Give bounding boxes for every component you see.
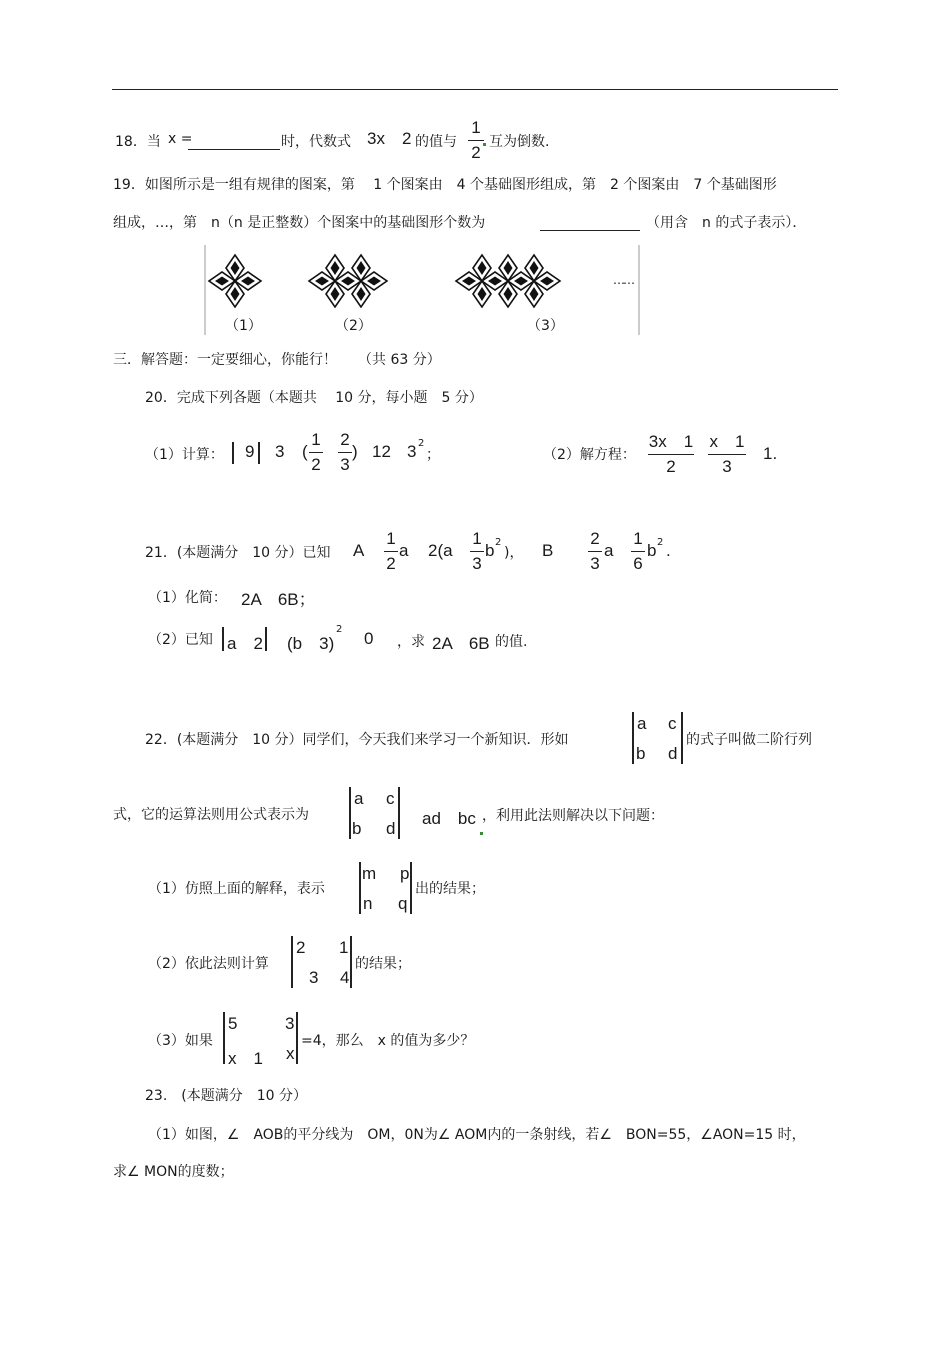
q21-close: )， — [504, 545, 524, 561]
q19-answer-blank — [540, 230, 640, 231]
top-rule — [112, 89, 838, 90]
frac-num: 2 — [340, 430, 350, 449]
q22-head: 22．(本题满分 10 分）同学们，今天我们来学习一个新知识．形如 — [145, 732, 569, 748]
q22-p2-11: 2 — [296, 938, 306, 957]
q22-p2-12: 1 — [339, 938, 349, 957]
q22-p3-end: =4，那么 x 的值为多少？ — [301, 1033, 475, 1049]
q22-p2-22: 4 — [340, 968, 350, 987]
q20-p1-frac-2 — [338, 430, 352, 475]
q20-p1-label: （1）计算： — [145, 447, 224, 463]
q18-fraction — [468, 118, 484, 163]
q20-p1-frac-1 — [309, 430, 323, 475]
q21-exp2: 2 — [495, 537, 502, 548]
pattern-label-3: （3） — [527, 318, 564, 334]
q22-rule-b: b — [352, 819, 362, 838]
q21-a1: a — [399, 541, 409, 560]
q21-p2-zero: 0 — [364, 629, 374, 648]
q21-a2: a — [604, 541, 614, 560]
q21-mid: 2(a — [428, 541, 453, 560]
q21-B: B — [542, 541, 554, 560]
q22-tail-1: 的式子叫做二阶行列 — [686, 732, 812, 748]
q19-line-2b: （用含 n 的式子表示）． — [646, 215, 807, 231]
pattern-2 — [309, 255, 387, 307]
q21-frac-b — [470, 529, 484, 574]
q20-p1-3: 3 — [275, 442, 285, 461]
frac-num: 1 — [311, 430, 321, 449]
q20-p1-3b: 3 — [407, 442, 417, 461]
q18-text-3: 互为倒数. — [489, 134, 550, 150]
frac-den: 2 — [666, 457, 676, 476]
q22-p1-n: n — [363, 894, 373, 913]
q20-p2-frac-1 — [648, 432, 694, 477]
q20-p2-label: （2）解方程： — [543, 447, 636, 463]
frac-num: 1 — [633, 529, 643, 548]
q18-answer-blank — [188, 149, 280, 150]
frac-den: 3 — [340, 455, 350, 474]
q22-p1-m: m — [362, 864, 377, 883]
q18-text-1: 时，代数式 — [281, 134, 351, 150]
frac-num: 3x 1 — [648, 432, 694, 451]
q21-p1-expr: 2A 6B； — [241, 590, 316, 609]
q21-p1-label: （1）化简： — [148, 590, 227, 606]
q22-p3-label: （3）如果 — [148, 1033, 213, 1049]
q22-p3-11: 5 — [228, 1014, 238, 1033]
frac-num: x 1 — [709, 432, 745, 451]
frac-num: 1 — [386, 529, 396, 548]
pattern-label-2: （2） — [335, 318, 372, 334]
q22-p1-p: p — [400, 864, 410, 883]
q21-p2-abs: a 2 — [227, 634, 263, 653]
q22-p3-22: x — [286, 1044, 295, 1063]
q19-line-2a: 组成，…，第 n（n 是正整数）个图案中的基础图形个数为 — [113, 215, 486, 231]
q18-number: 18．当 — [115, 134, 161, 150]
pattern-svg — [203, 245, 641, 335]
q22-p1-label: （1）仿照上面的解释，表示 — [148, 881, 325, 897]
pattern-1 — [209, 255, 261, 307]
q20-p1-9: 9 — [245, 442, 255, 461]
q22-p3-21: x 1 — [228, 1049, 263, 1068]
frac-num: 1 — [472, 529, 482, 548]
q21-frac-d — [631, 529, 645, 574]
q20-p1-rparen: ) — [352, 442, 358, 461]
frac-den: 6 — [633, 554, 643, 573]
q20-p1-end: ； — [426, 447, 440, 463]
q21-exp3: 2 — [657, 537, 664, 548]
q18-expr-b: 2 — [402, 129, 412, 148]
q22-line-2a: 式，它的运算法则用公式表示为 — [113, 807, 309, 823]
frac-den: 2 — [311, 455, 321, 474]
q23-head: 23. (本题满分 10 分） — [145, 1088, 307, 1104]
q19-pattern-figure — [203, 245, 641, 335]
frac-den: 3 — [722, 457, 732, 476]
frac-den: 3 — [590, 554, 600, 573]
q21-A: A — [353, 541, 365, 560]
q20-p2-end: 1. — [763, 444, 778, 463]
q22-p2-end: 的结果； — [355, 956, 411, 972]
frac-den: 2 — [386, 554, 396, 573]
q19-line-1: 19．如图所示是一组有规律的图案，第 1 个图案由 4 个基础图形组成，第 2 个图案由 7 个基础图形 — [113, 177, 777, 193]
frac-den: 3 — [472, 554, 482, 573]
pattern-label-1: （1） — [225, 318, 262, 334]
q18-frac-num: 1 — [471, 118, 481, 137]
q21-p2-exp: 2 — [336, 624, 343, 635]
q21-frac-c — [588, 529, 602, 574]
q18-x-eq: x = — [168, 131, 193, 147]
q21-b2: b — [485, 541, 495, 560]
q23-p1: （1）如图，∠ AOB的平分线为 OM，0N为∠ AOM内的一条射线，若∠ BON=55，∠AON=15 时， — [148, 1127, 806, 1143]
q23-p1b: 求∠ MON的度数； — [113, 1164, 234, 1180]
q22-p2-label: （2）依此法则计算 — [148, 956, 269, 972]
q22-rule-d: d — [386, 819, 396, 838]
q18-text-2: 的值与 — [415, 134, 457, 150]
q18-frac-den: 2 — [471, 143, 481, 162]
q22-p2-21: 3 — [309, 968, 319, 987]
q20-head: 20．完成下列各题（本题共 10 分，每小题 5 分） — [145, 390, 483, 406]
q22-p1-q: q — [398, 894, 408, 913]
frac-num: 2 — [590, 529, 600, 548]
q21-p2-label: （2）已知 — [148, 632, 213, 648]
q21-dot: . — [666, 541, 671, 560]
q20-p1-12: 12 — [372, 442, 391, 461]
q21-p2-end: 的值. — [495, 634, 528, 650]
q21-b3: b — [647, 541, 657, 560]
q21-head: 21．(本题满分 10 分）已知 — [145, 545, 331, 561]
q22-mat-c: c — [668, 714, 677, 733]
q22-p1-end: 出的结果； — [415, 881, 485, 897]
q21-p2-square: (b 3) — [287, 634, 335, 653]
q22-mat-a: a — [637, 714, 647, 733]
q22-p3-12: 3 — [285, 1014, 295, 1033]
pattern-3 — [456, 255, 560, 307]
q20-p2-frac-2 — [708, 432, 746, 477]
q20-p1-exp: 2 — [418, 438, 425, 449]
q22-mat-b: b — [636, 744, 646, 763]
q18-expr-a: 3x — [367, 129, 385, 148]
q22-rule-a: a — [354, 789, 364, 808]
q22-rule-c: c — [386, 789, 395, 808]
q20-p1-lparen: ( — [302, 442, 308, 461]
q21-frac-a — [384, 529, 398, 574]
q21-p2-expr: 2A 6B — [432, 634, 490, 653]
q22-line-2b: ，利用此法则解决以下问题： — [482, 808, 664, 824]
q22-mat-d: d — [668, 744, 678, 763]
q22-rule-result: ad bc — [422, 809, 476, 828]
q21-p2-tail: ，求 — [397, 634, 425, 650]
pattern-ellipsis: …… — [613, 273, 633, 287]
section-3-title: 三．解答题：一定要细心，你能行！ （共 63 分） — [113, 352, 441, 368]
